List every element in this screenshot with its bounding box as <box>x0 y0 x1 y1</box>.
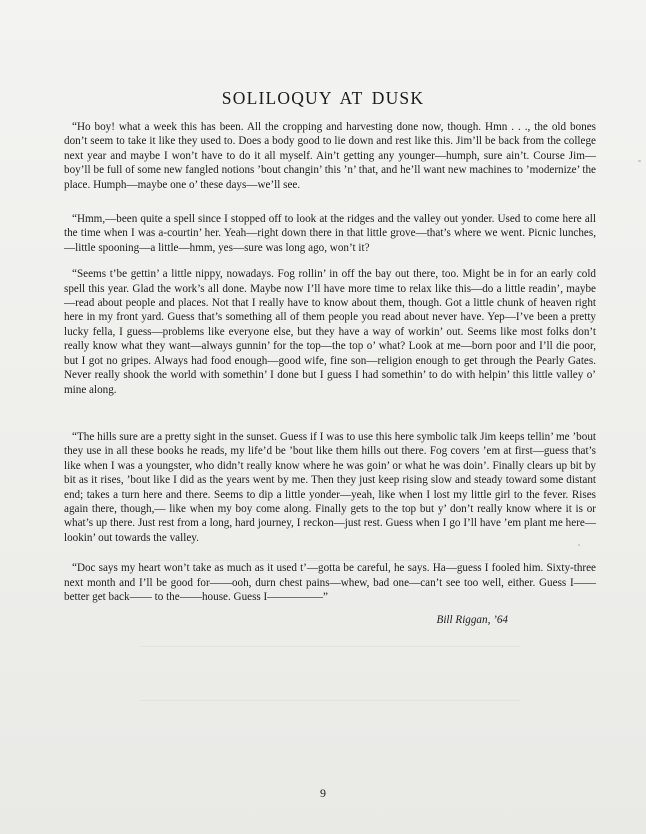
show-through-line <box>140 700 520 701</box>
paragraph-1: “Ho boy! what a week this has been. All the cropping and harvesting done now, though. Hmn . . ., the old bones don’t seem to take it like they used to. Does a body good to lie down and rest like this. Jim’ll be back from the college next year and maybe I won’t have to do it all myself. Ain’t getting any younger—humph, sure ain’t. Course Jim—boy’ll be full of some new fangled notions ’bout changin’ this ’n’ that, and he’ll want new machines to ’modernize’ the place. Humph—maybe one o’ these days—we’ll see. <box>64 121 596 191</box>
author-signature: Bill Riggan, ’64 <box>436 614 508 627</box>
paragraph-5: “Doc says my heart won’t take as much as it used t’—gotta be careful, he says. Ha—guess I fooled him. Sixty-three next month and I’ll be good for——ooh, durn chest pains—whew, bad one—can’t see too well, either. Guess I——better get back—— to the——house. Guess I—————” <box>64 562 596 603</box>
paragraph-4: “The hills sure are a pretty sight in the sunset. Guess if I was to use this here symbolic talk Jim keeps tellin’ me ’bout they use in all these books he reads, my life’d be ’bout like them hills out there. Fog covers ’em at first—guess that’s like when I was a youngster, who didn’t really know where he was goin’ or what he was doin’. Finally clears up bit by bit as it rises, ’bout like I did as the years went by me. Then they just keep rising slow and steady toward some distant end; takes a turn here and there. Seems to dip a little yonder—yeah, like when I lost my little girl to the fever. Rises again there, though,— like when my boy come along. Finally gets to the top but y’ don’t really know where it is or what’s up there. Just rest from a long, hard journey, I reckon—just rest. Guess when I go I’ll have ’em plant me here—lookin’ out towards the valley. <box>64 430 596 544</box>
article-body <box>64 120 596 628</box>
page-title: SOLILOQUY AT DUSK <box>221 88 425 108</box>
paragraph-2: “Hmm,—been quite a spell since I stopped off to look at the ridges and the valley out yonder. Used to come here all the time when I was a-courtin’ her. Yeah—right down there in that little grove—that’s where we went. Picnic lunches, —little spooning—a little—hmm, yes—sure was long ago, won’t it? <box>64 213 596 254</box>
page-number: 9 <box>320 786 326 800</box>
show-through-line <box>140 646 520 647</box>
paragraph-3: “Seems t’be gettin’ a little nippy, nowadays. Fog rollin’ in off the bay out there, too. Might be in for an early cold spell this year. Glad the work’s all done. Maybe now I’ll have more time to relax like this—do a little readin’, maybe—read about people and places. Not that I really have to know about them, though. Got a little chunk of heaven right here in my front yard. Guess that’s something all of them people you read about never have. Yep—I’ve been a pretty lucky fella, I guess—problems like everyone else, but they have a way of workin’ out. Seems like most folks don’t really know what they want—always gunnin’ for the top—the top o’ what? Look at me—born poor and I’ll die poor, but I got no gripes. Always had food enough—good wife, fine son—religion enough to get through the Pearly Gates. Never really shook the world with somethin’ I done but I guess I had somethin’ to do with helpin’ this little valley o’ mine along. <box>64 268 596 396</box>
paper-speck <box>638 160 641 162</box>
